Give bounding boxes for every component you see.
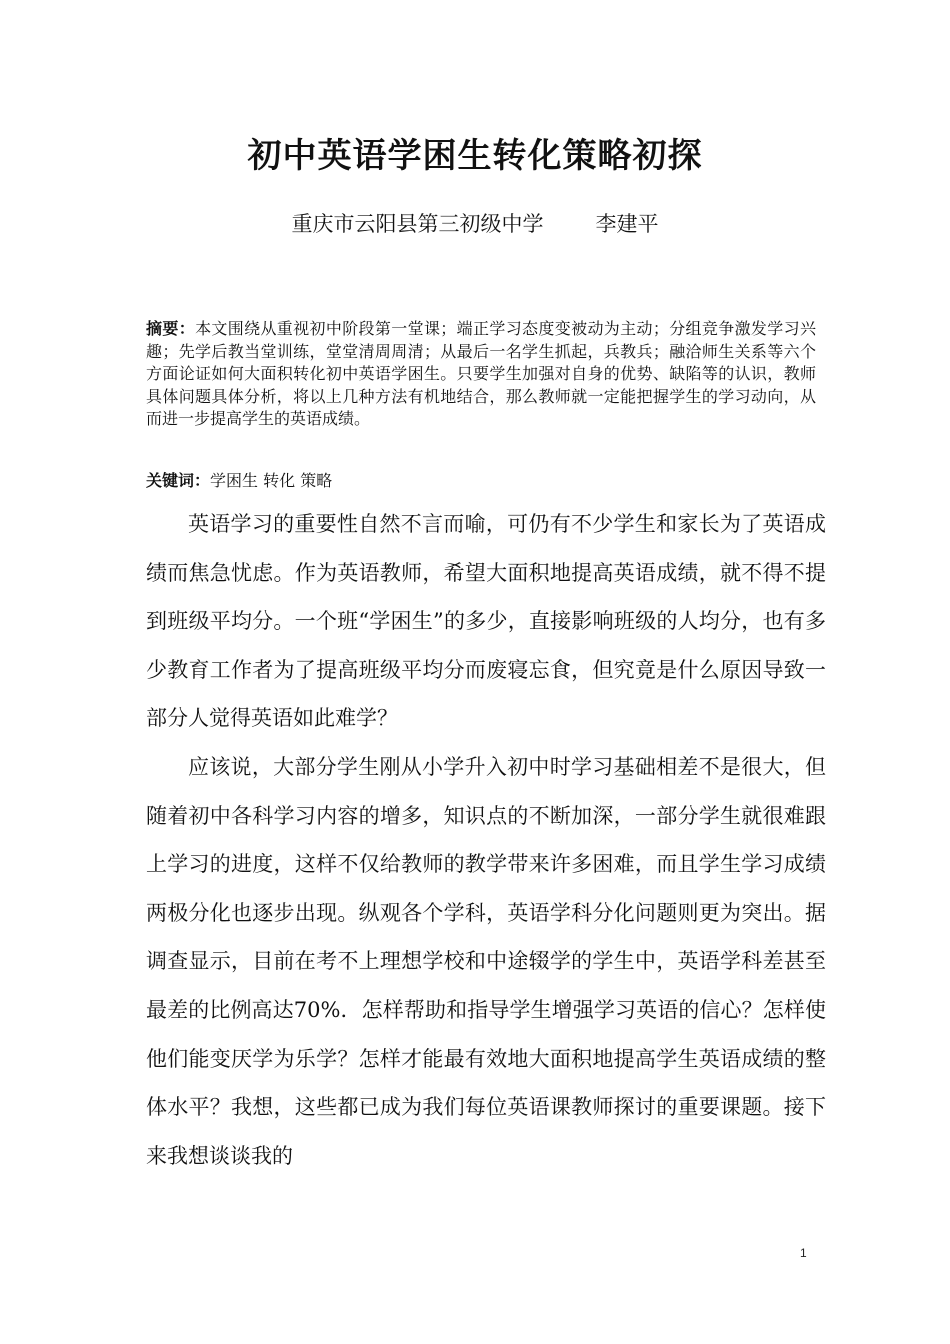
keywords-label: 关键词： bbox=[146, 471, 211, 490]
abstract bbox=[146, 318, 816, 431]
author-name: 李建平 bbox=[595, 212, 659, 236]
abstract-text: 本文围绕从重视初中阶段第一堂课；端正学习态度变被动为主动；分组竞争激发学习兴趣；先学后教当堂训练，堂堂清周周清；从最后一名学生抓起，兵教兵；融洽师生关系等六个方面论证如何大面积转化初中英语学困生。只要学生加强对自身的优势、缺陷等的认识，教师具体问题具体分析，将以上几种方法有机地结合，那么教师就一定能把握学生的学习动向，从而进一步提高学生的英语成绩。 bbox=[146, 319, 816, 428]
paragraph: 应该说，大部分学生刚从小学升入初中时学习基础相差不是很大，但随着初中各科学习内容的增多，知识点的不断加深，一部分学生就很难跟上学习的进度，这样不仅给教师的教学带来许多困难，而且学生学习成绩两极分化也逐步出现。纵观各个学科，英语学科分化问题则更为突出。据调查显示，目前在考不上理想学校和中途辍学的学生中，英语学科差甚至最差的比例高达70%．怎样帮助和指导学生增强学习英语的信心？怎样使他们能变厌学为乐学？怎样才能最有效地大面积地提高学生英语成绩的整体水平？我想，这些都已成为我们每位英语课教师探讨的重要课题。接下来我想谈谈我的 bbox=[146, 754, 826, 1168]
byline bbox=[0, 208, 950, 238]
page-number: 1 bbox=[800, 1246, 807, 1260]
document-title: 初中英语学困生转化策略初探 bbox=[247, 136, 703, 176]
keywords-text: 学困生 转化 策略 bbox=[210, 471, 333, 490]
abstract-label: 摘要： bbox=[146, 319, 196, 338]
school-name: 重庆市云阳县第三初级中学 bbox=[291, 212, 544, 236]
paragraph: 英语学习的重要性自然不言而喻，可仍有不少学生和家长为了英语成绩而焦急忧虑。作为英语教师，希望大面积地提高英语成绩，就不得不提到班级平均分。一个班“学困生”的多少，直接影响班级的人均分，也有多少教育工作者为了提高班级平均分而废寝忘食，但究竟是什么原因导致一部分人觉得英语如此难学？ bbox=[146, 512, 826, 731]
body-text bbox=[146, 500, 826, 1180]
keywords bbox=[146, 470, 816, 492]
